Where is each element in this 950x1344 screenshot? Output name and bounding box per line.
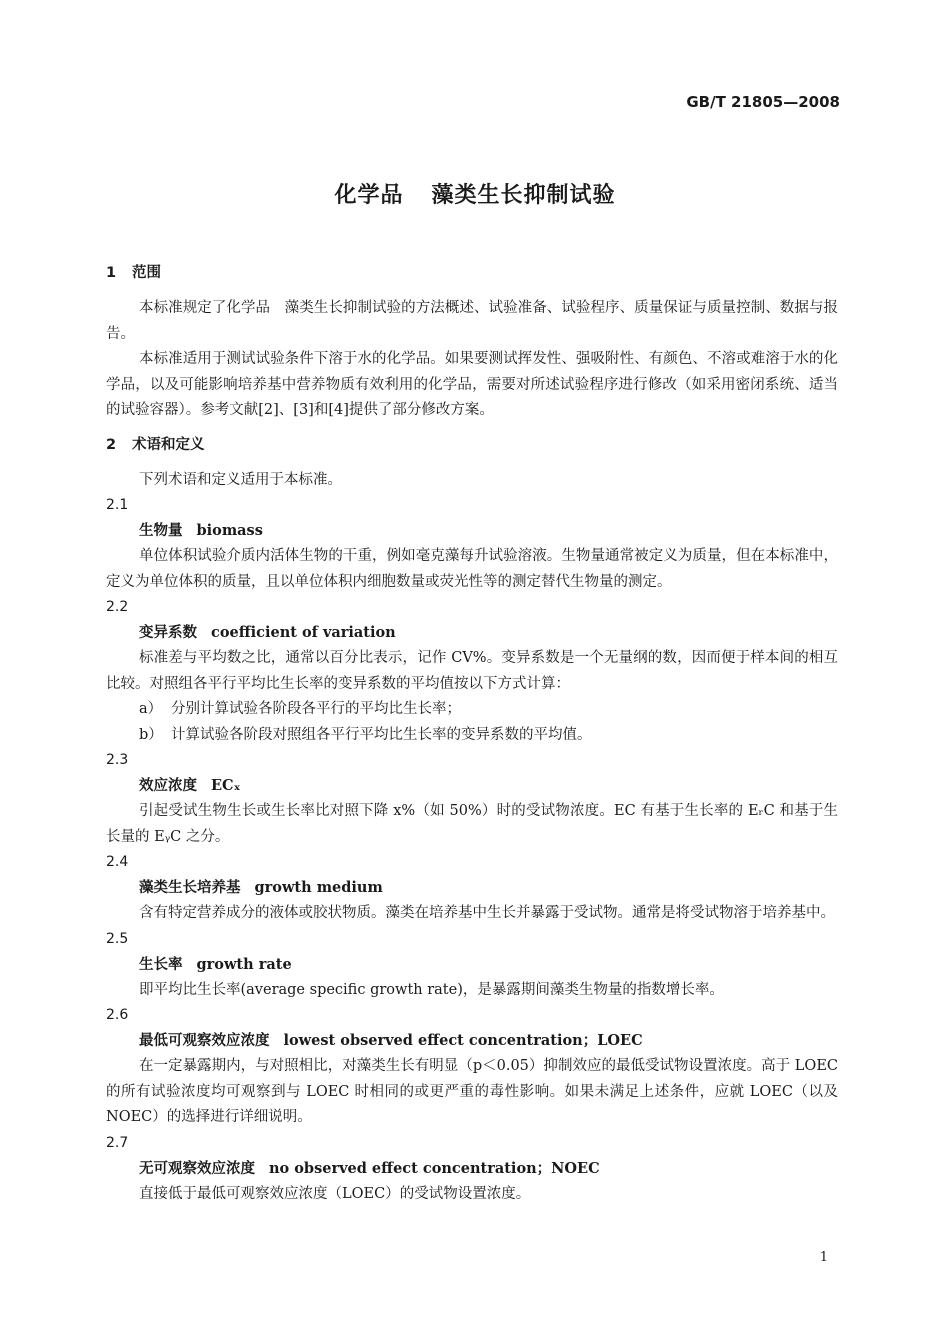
term-zh: 无可观察效应浓度 (139, 1160, 255, 1177)
term-en: growth medium (254, 879, 383, 896)
paragraph: 本标准规定了化学品 藻类生长抑制试验的方法概述、试验准备、试验程序、质量保证与质量控制、数据与报告。 (106, 300, 838, 342)
paragraph: 本标准适用于测试试验条件下溶于水的化学品。如果要测试挥发性、强吸附性、有颜色、不溶或难溶于水的化学品，以及可能影响培养基中营养物质有效利用的化学品，需要对所述试验程序进行修改（如采用密闭系统、适当的试验容器）。参考文献[2]、[3]和[4]提供了部分修改方案。 (106, 351, 838, 418)
section-heading-terms (106, 430, 838, 468)
term-en: growth rate (196, 955, 292, 973)
term-heading (106, 874, 838, 901)
term-zh: 变异系数 (139, 625, 197, 641)
term-zh: 最低可观察效应浓度 (139, 1033, 270, 1049)
list-marker: a） (139, 701, 163, 717)
term-en: no observed effect concentration；NOEC (269, 1159, 600, 1177)
term-heading (106, 772, 838, 799)
page-number: 1 (819, 1250, 828, 1265)
term-en: biomass (196, 522, 263, 539)
title-part2: 藻类生长抑制试验 (431, 183, 616, 208)
term-en: coefficient of variation (211, 624, 396, 641)
section-heading-scope (106, 258, 838, 296)
term-definition: 即平均比生长率(average specific growth rate)，是暴露期间藻类生物量的指数增长率。 (139, 981, 724, 998)
document-title (0, 178, 950, 209)
term-heading (106, 951, 838, 978)
clause-number: 2.6 (106, 1007, 129, 1023)
clause-number: 2.3 (106, 752, 129, 768)
term-definition: 引起受试生物生长或生长率比对照下降 x%（如 50%）时的受试物浓度。EC 有基于生长率的 EᵣC 和基于生长量的 EᵧC 之分。 (106, 803, 838, 845)
paragraph: 下列术语和定义适用于本标准。 (139, 471, 342, 488)
term-definition: 在一定暴露期内，与对照相比，对藻类生长有明显（p＜0.05）抑制效应的最低受试物设置浓度。高于 LOEC 的所有试验浓度均可观察到与 LOEC 时相同的或更严重的毒性影响。如果未满足上述条件，应就 LOEC（以及 NOEC）的选择进行详细说明。 (106, 1058, 838, 1125)
clause-number: 2.7 (106, 1134, 129, 1151)
term-definition: 含有特定营养成分的液体或胶状物质。藻类在培养基中生长并暴露于受试物。通常是将受试物溶于培养基中。 (139, 905, 835, 921)
title-part1: 化学品 (334, 183, 404, 208)
document-body (106, 258, 838, 1207)
term-zh: 生长率 (139, 956, 183, 973)
term-definition: 单位体积试验介质内活体生物的干重，例如毫克藻每升试验溶液。生物量通常被定义为质量，但在本标准中，定义为单位体积的质量，且以单位体积内细胞数量或荧光性等的测定替代生物量的测定。 (106, 548, 838, 590)
list-text: 分别计算试验各阶段各平行的平均比生长率； (171, 701, 461, 717)
term-heading (106, 619, 838, 646)
term-definition: 标准差与平均数之比，通常以百分比表示，记作 CV%。变异系数是一个无量纲的数，因而便于样本间的相互比较。对照组各平行平均比生长率的变异系数的平均值按以下方式计算： (106, 650, 838, 692)
clause-number: 2.4 (106, 854, 129, 870)
section-title: 术语和定义 (132, 436, 205, 453)
term-heading (106, 517, 838, 544)
list-text: 计算试验各阶段对照组各平行平均比生长率的变异系数的平均值。 (171, 726, 592, 743)
term-zh: 效应浓度 (139, 778, 197, 794)
term-zh: 藻类生长培养基 (139, 880, 241, 896)
term-heading (106, 1027, 838, 1054)
term-heading (106, 1155, 838, 1182)
section-number: 1 (106, 265, 117, 281)
standard-code: GB/T 21805—2008 (686, 93, 840, 111)
section-number: 2 (106, 436, 117, 453)
clause-number: 2.2 (106, 599, 129, 615)
list-marker: b） (139, 726, 163, 743)
term-en: lowest observed effect concentration；LOEC (283, 1032, 643, 1049)
term-en: ECₓ (211, 777, 241, 794)
section-title: 范围 (132, 265, 161, 281)
clause-number: 2.5 (106, 930, 129, 947)
term-definition: 直接低于最低可观察效应浓度（LOEC）的受试物设置浓度。 (139, 1185, 531, 1202)
clause-number: 2.1 (106, 497, 129, 513)
term-zh: 生物量 (139, 523, 183, 539)
list-item (106, 723, 838, 749)
list-item (106, 697, 838, 723)
